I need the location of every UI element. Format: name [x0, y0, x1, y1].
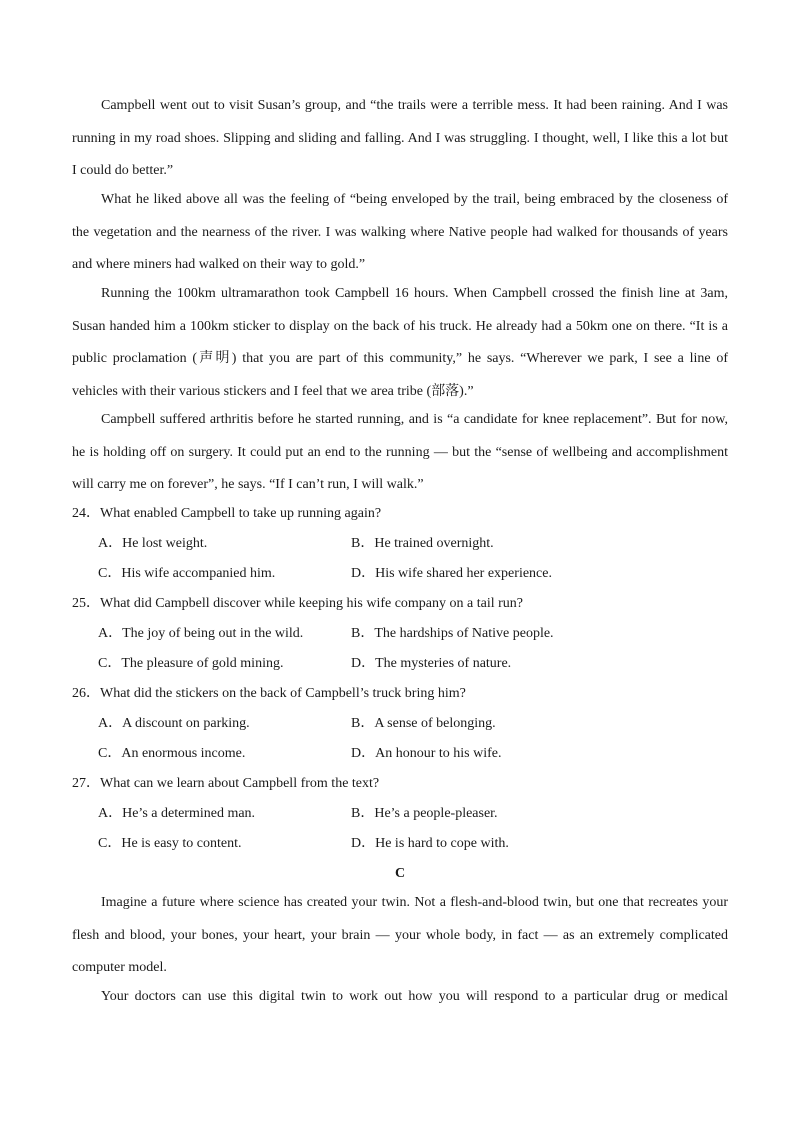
question-27-option-b: B．He’s a people-pleaser. [351, 806, 498, 821]
question-26-option-d: D．An honour to his wife. [351, 746, 502, 761]
paragraph-arthritis [72, 404, 728, 502]
question-27-option-a: A．He’s a determined man. [98, 806, 256, 821]
text-line: computer model. [72, 960, 167, 975]
question-24-option-b: B．He trained overnight. [351, 536, 494, 551]
question-26-option-a: A．A discount on parking. [98, 716, 250, 731]
question-24-option-d: D．His wife shared her experience. [351, 566, 552, 581]
text-line: Campbell suffered arthritis before he started running, and is “a candidate for knee replacement”. But for now, [101, 412, 728, 427]
question-25-option-d: D．The mysteries of nature. [351, 656, 512, 671]
paragraph-digital-twin-intro [72, 887, 728, 985]
text-line: Imagine a future where science has created your twin. Not a flesh-and-blood twin, but one that recreates your [101, 895, 728, 910]
section-c-heading: C [394, 866, 406, 881]
question-27-option-c: C．He is easy to content. [98, 836, 242, 851]
text-line: Campbell went out to visit Susan’s group, and “the trails were a terrible mess. It had been raining. And I was [101, 98, 728, 113]
question-24-option-c: C．His wife accompanied him. [98, 566, 276, 581]
text-line: Susan handed him a 100km sticker to display on the back of his truck. He already had a 50km one on there. “It is a [72, 318, 728, 334]
text-line: What he liked above all was the feeling of “being enveloped by the trail, being embraced by the closeness of [101, 192, 728, 207]
question-26-option-c: C．An enormous income. [98, 746, 246, 761]
question-25-option-b: B．The hardships of Native people. [351, 626, 554, 641]
text-line: Running the 100km ultramarathon took Campbell 16 hours. When Campbell crossed the finish line at 3am, [101, 286, 728, 301]
text-line: flesh and blood, your bones, your heart, your brain — your whole body, in fact — as an extremely complicated [72, 927, 728, 943]
question-25-stem: 25．What did Campbell discover while keeping his wife company on a tail run? [72, 596, 523, 611]
question-25-option-a: A．The joy of being out in the wild. [98, 626, 304, 641]
question-25-option-c: C．The pleasure of gold mining. [98, 656, 284, 671]
text-line: and where miners had walked on their way to gold.” [72, 257, 366, 272]
paragraph-campbell-visit [72, 90, 728, 188]
text-line: running in my road shoes. Slipping and sliding and falling. And I was struggling. I thought, well, I like this a lot but [72, 130, 728, 146]
question-26-option-b: B．A sense of belonging. [351, 716, 496, 731]
text-line: he is holding off on surgery. It could put an end to the running — but the “sense of wellbeing and accomplishment [72, 444, 728, 460]
question-24-stem: 24．What enabled Campbell to take up running again? [72, 506, 382, 521]
text-line: will carry me on forever”, he says. “If I can’t run, I will walk.” [72, 477, 424, 492]
question-24-option-a: A．He lost weight. [98, 536, 208, 551]
text-line: I could do better.” [72, 163, 174, 178]
question-26-stem: 26．What did the stickers on the back of Campbell’s truck bring him? [72, 686, 466, 701]
text-line: vehicles with their various stickers and I feel that we area tribe (部落).” [72, 383, 474, 399]
question-27-stem: 27．What can we learn about Campbell from the text? [72, 776, 380, 791]
question-27-option-d: D．He is hard to cope with. [351, 836, 509, 851]
text-line: the vegetation and the nearness of the river. I was walking where Native people had walked for thousands of years [72, 224, 728, 240]
text-line: Your doctors can use this digital twin to work out how you will respond to a particular drug or medical [101, 989, 728, 1004]
paragraph-digital-twin-doctors [72, 981, 728, 1014]
paragraph-feeling-trail [72, 184, 728, 282]
paragraph-ultramarathon [72, 278, 728, 408]
text-line: public proclamation (声明) that you are part of this community,” he says. “Wherever we park, I see a line of [72, 351, 728, 366]
